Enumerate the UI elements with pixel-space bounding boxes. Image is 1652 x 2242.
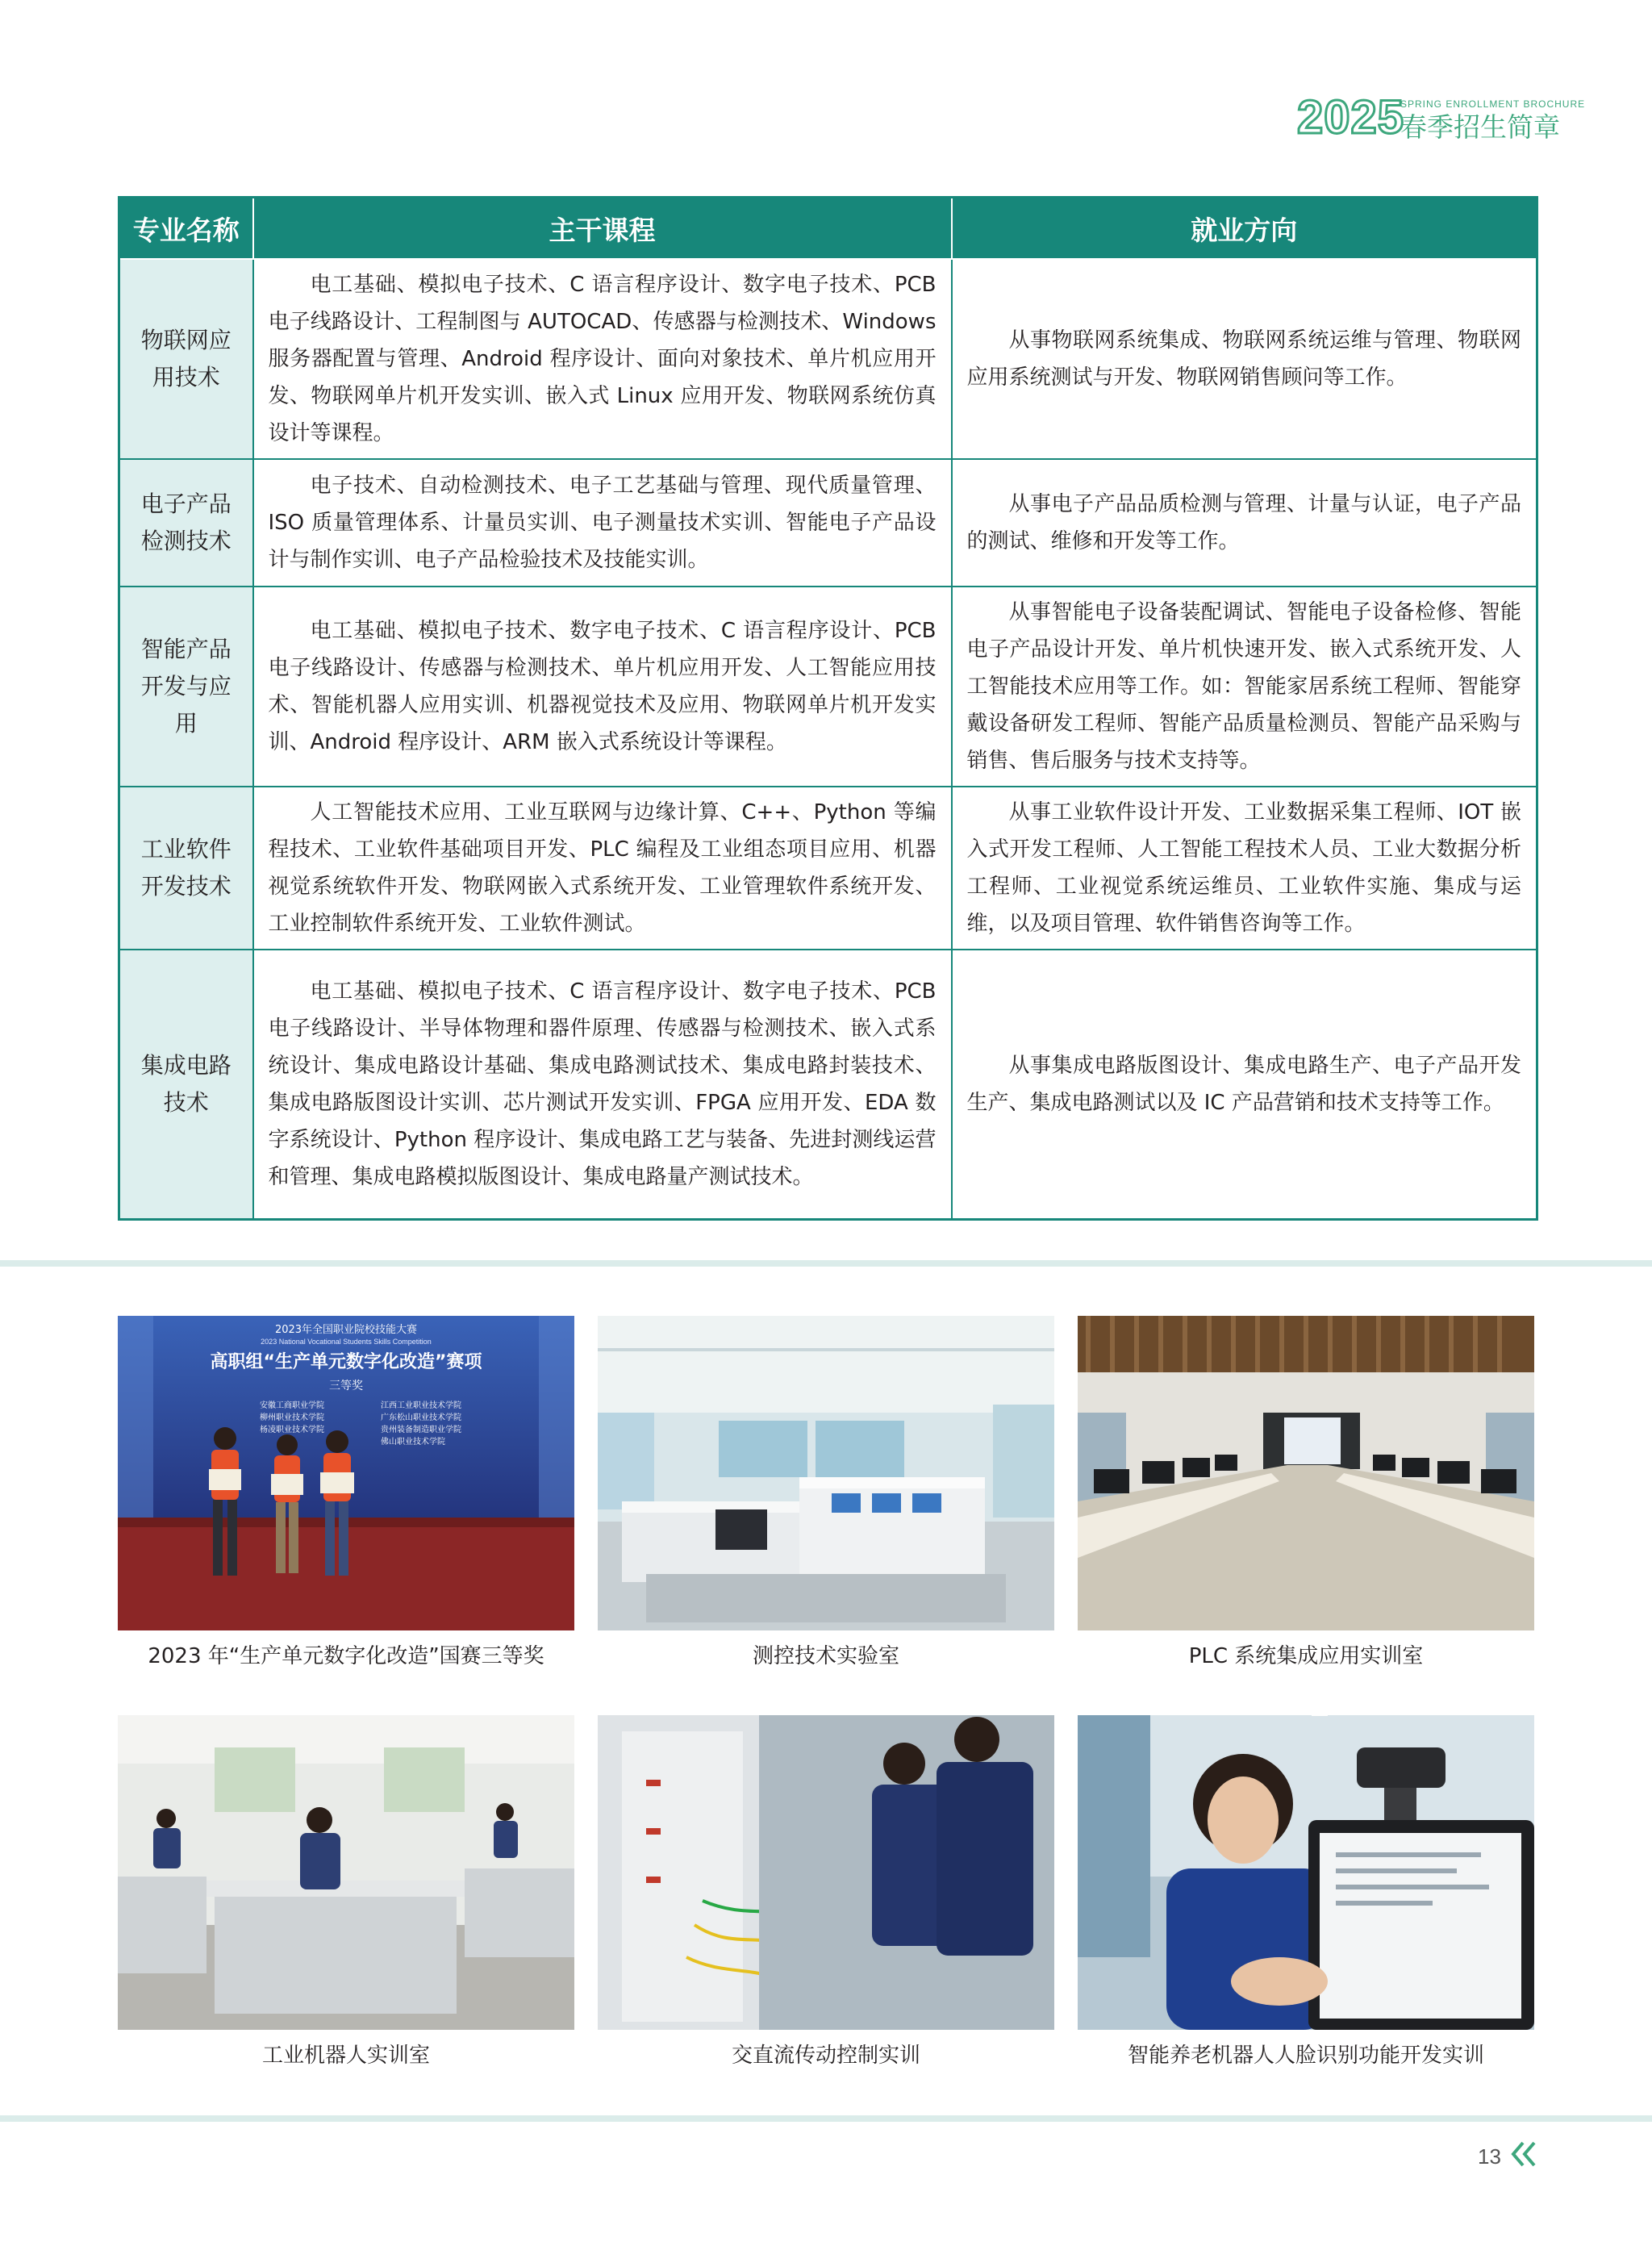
major-jobs: 从事物联网系统集成、物联网系统运维与管理、物联网应用系统测试与开发、物联网销售顾问等工作。 [952, 259, 1537, 459]
page-number: 13 [1478, 2144, 1501, 2169]
photo-measurement-lab [598, 1316, 1054, 1630]
table-row [119, 259, 1537, 459]
major-name: 电子产品检测技术 [119, 459, 253, 587]
photo-caption: 智能养老机器人人脸识别功能开发实训 [1127, 2044, 1484, 2068]
brochure-brand [1297, 90, 1586, 148]
table-row [119, 950, 1537, 1219]
photo-drive-control [598, 1715, 1054, 2030]
photo-caption: PLC 系统集成应用实训室 [1188, 1644, 1424, 1668]
table-row [119, 459, 1537, 587]
brand-subtitle-en: SPRING ENROLLMENT BROCHURE [1400, 98, 1586, 110]
major-courses: 电工基础、模拟电子技术、C 语言程序设计、数字电子技术、PCB 电子线路设计、半导体物理和器件原理、传感器与检测技术、嵌入式系统设计、集成电路设计基础、集成电路测试技术、集成电路封装技术、集成电路版图设计实训、芯片测试开发实训、FPGA 应用开发、EDA 数字系统设计、Python 程序设计、集成电路工艺与装备、先进封测线运营和管理、集成电路模拟版图设计、集成电路量产测试技术。 [253, 950, 952, 1219]
photo-caption: 工业机器人实训室 [261, 2044, 430, 2068]
photo-caption: 测控技术实验室 [752, 1644, 899, 1668]
photo-plc-lab [1078, 1316, 1534, 1630]
photo-face-recognition [1078, 1715, 1534, 2030]
photo-caption: 交直流传动控制实训 [731, 2044, 920, 2068]
major-name: 集成电路技术 [119, 950, 253, 1219]
photo-caption: 2023 年“生产单元数字化改造”国赛三等奖 [148, 1644, 544, 1668]
column-header-jobs: 就业方向 [952, 198, 1537, 260]
major-courses: 电工基础、模拟电子技术、C 语言程序设计、数字电子技术、PCB 电子线路设计、工程制图与 AUTOCAD、传感器与检测技术、Windows 服务器配置与管理、Android 程序设计、面向对象技术、单片机应用开发、物联网单片机开发实训、嵌入式 Linux 应用开发、物联网系统仿真设计等课程。 [253, 259, 952, 459]
section-divider-top [0, 1260, 1652, 1267]
banner-schools-right: 江西工业职业技术学院 广东松山职业技术学院 贵州装备制造职业学院 佛山职业技术学院 [381, 1401, 461, 1447]
section-divider-bottom [0, 2115, 1652, 2122]
major-name: 工业软件开发技术 [119, 787, 253, 950]
major-courses: 电工基础、模拟电子技术、数字电子技术、C 语言程序设计、PCB 电子线路设计、传感器与检测技术、单片机应用开发、人工智能应用技术、智能机器人应用实训、机器视觉技术及应用、物联网单片机开发实训、Android 程序设计、ARM 嵌入式系统设计等课程。 [253, 587, 952, 787]
table-header-row [119, 198, 1537, 260]
major-jobs: 从事集成电路版图设计、集成电路生产、电子产品开发生产、集成电路测试以及 IC 产品营销和技术支持等工作。 [952, 950, 1537, 1219]
banner-line1: 2023年全国职业院校技能大赛 [274, 1324, 418, 1336]
major-jobs: 从事电子产品品质检测与管理、计量与认证，电子产品的测试、维修和开发等工作。 [952, 459, 1537, 587]
major-courses: 人工智能技术应用、工业互联网与边缘计算、C++、Python 等编程技术、工业软件基础项目开发、PLC 编程及工业组态项目应用、机器视觉系统软件开发、物联网嵌入式系统开发、工业管理软件系统开发、工业控制软件系统开发、工业软件测试。 [253, 787, 952, 950]
table-row [119, 787, 1537, 950]
photo-robot-lab [118, 1715, 574, 2030]
major-name: 物联网应用技术 [119, 259, 253, 459]
table-row [119, 587, 1537, 787]
photo-competition-award [118, 1316, 574, 1630]
banner-line2: 2023 National Vocational Students Skills Competition [261, 1338, 432, 1346]
major-jobs: 从事智能电子设备装配调试、智能电子设备检修、智能电子产品设计开发、单片机快速开发、嵌入式系统开发、人工智能技术应用等工作。如：智能家居系统工程师、智能穿戴设备研发工程师、智能产品质量检测员、智能产品采购与销售、售后服务与技术支持等。 [952, 587, 1537, 787]
brand-year: 2025 [1297, 91, 1405, 144]
banner-schools-left: 安徽工商职业学院 柳州职业技术学院 杨凌职业技术学院 [260, 1401, 324, 1434]
major-courses: 电子技术、自动检测技术、电子工艺基础与管理、现代质量管理、ISO 质量管理体系、计量员实训、电子测量技术实训、智能电子产品设计与制作实训、电子产品检验技术及技能实训。 [253, 459, 952, 587]
column-header-major: 专业名称 [119, 198, 253, 260]
column-header-courses: 主干课程 [253, 198, 952, 260]
major-curriculum-table [118, 196, 1538, 1221]
major-jobs: 从事工业软件设计开发、工业数据采集工程师、IOT 嵌入式开发工程师、人工智能工程技术人员、工业大数据分析工程师、工业视觉系统运维员、工业软件实施、集成与运维，以及项目管理、软件销售咨询等工作。 [952, 787, 1537, 950]
double-chevron-left-icon [1510, 2138, 1537, 2170]
banner-award: 三等奖 [329, 1380, 363, 1392]
brand-subtitle-cn: 春季招生简章 [1400, 111, 1560, 143]
banner-title: 高职组“生产单元数字化改造”赛项 [210, 1352, 482, 1372]
major-name: 智能产品开发与应用 [119, 587, 253, 787]
